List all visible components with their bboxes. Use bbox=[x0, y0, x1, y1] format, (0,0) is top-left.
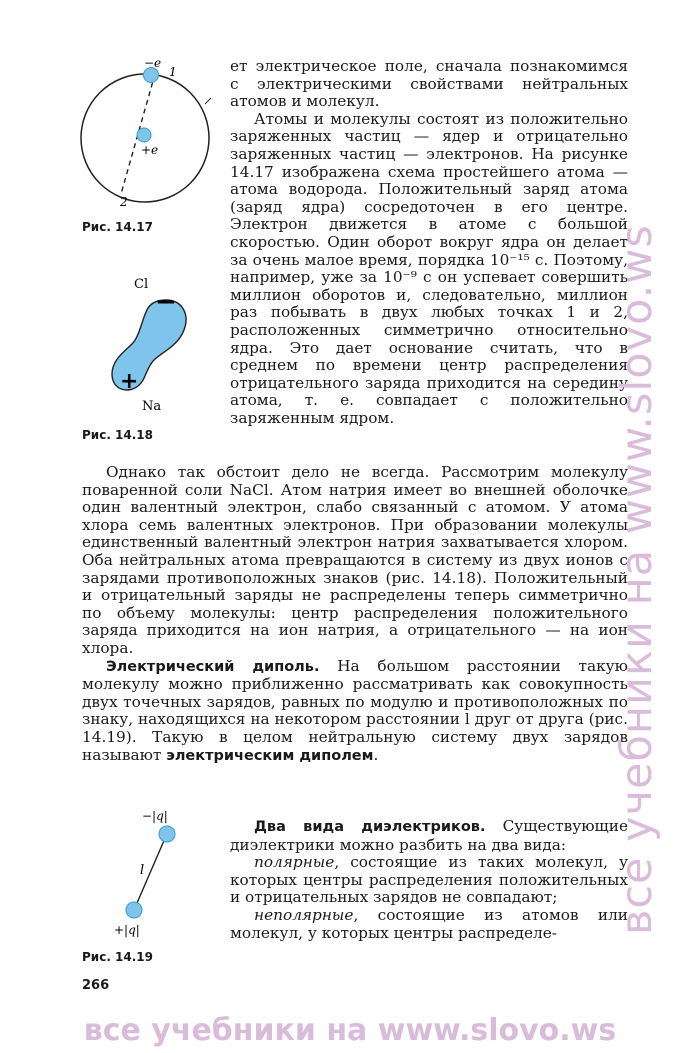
watermark-side: все учебники на www.slovo.ws bbox=[612, 224, 662, 935]
page-number: 266 bbox=[82, 978, 110, 993]
paragraph-polar bbox=[230, 854, 628, 907]
term-two-types: Два вида диэлектриков. bbox=[254, 819, 486, 835]
term-electric-dipole-2: электрическим диполем bbox=[166, 747, 374, 764]
dipole-axis bbox=[134, 836, 166, 910]
caption-fig-14-17: Рис. 14.17 bbox=[82, 220, 154, 234]
figure-14-18-nacl-diagram bbox=[106, 272, 196, 417]
label-l: l bbox=[140, 863, 145, 878]
label-neg-q: −|q| bbox=[142, 809, 168, 823]
paragraph-dipole: Электрический диполь. На большом расстоянии такую молекулу можно приближенно рассматривать как совокупность двух точечных зарядов, равных по модулю и противоположных по знаку, находящихся на некотором расстоянии l друг от друга (рис. 14.19). Такую в целом нейтральную систему двух зарядов называют электрическим диполем. bbox=[82, 656, 629, 764]
paragraph-nacl: Однако так обстоит дело не всегда. Рассмотрим молекулу поваренной соли NaCl. Атом натрия имеет во внешней оболочке один валентный электрон, слабо связанный с атомом. У атома хлора семь валентных электронов. При образовании молекулы единственный валентный электрон натрия захватывается хлором. Оба нейтральных атома превращаются в систему из двух ионов с зарядами противоположных знаков (рис. 14.18). Положительный и отрицательный заряды не распределены теперь симметрично по объему молекулы: центр распределения положительного заряда приходится на ион натрия, а отрицательного — на ион хлора. bbox=[82, 463, 628, 657]
sign-positive: + bbox=[120, 369, 139, 394]
paragraph-two-types bbox=[230, 818, 628, 854]
paragraph-nonpolar bbox=[230, 907, 628, 942]
label-point-2: 2 bbox=[120, 195, 128, 209]
paragraph-dipole-body: На большом расстоянии такую молекулу можно приближенно рассматривать как совокупность двух точечных зарядов, равных по модулю и противоположных по знаку, находящихся на некотором расстоянии l друг от друга (рис. 14.19). Такую в целом нейтральную систему двух зарядов называют bbox=[82, 656, 629, 764]
paragraph-intro: ет электрическое поле, сначала познакомимся с электрическими свойствами нейтральных атомов и молекул. bbox=[230, 57, 628, 111]
watermark-bottom: все учебники на www.slovo.ws bbox=[83, 1013, 617, 1048]
text-full-width bbox=[82, 464, 628, 765]
caption-fig-14-19: Рис. 14.19 bbox=[82, 950, 154, 964]
text-column-lower bbox=[230, 818, 628, 942]
label-cl: Cl bbox=[134, 277, 149, 292]
paragraph-polar-body: , состоящие из таких молекул, у которых центры распределения положительных и отрицательных зарядов не совпадают; bbox=[230, 853, 628, 907]
label-point-1: 1 bbox=[169, 65, 177, 79]
nucleus-ball bbox=[137, 128, 151, 142]
positive-charge-ball bbox=[126, 902, 142, 918]
figure-14-17-atom-diagram bbox=[78, 58, 218, 208]
paragraph-nonpolar-body: , состоящие из атомов или молекул, у которых центры распределе- bbox=[230, 905, 628, 942]
paragraph-two-types-body: Существующие диэлектрики можно разбить на два вида: bbox=[230, 817, 628, 854]
text-column-upper bbox=[230, 58, 628, 427]
label-neg-e: −e bbox=[144, 56, 162, 70]
term-electric-dipole: Электрический диполь. bbox=[106, 658, 320, 675]
paragraph-atoms: Атомы и молекулы состоят из положительно заряженных частиц — ядер и отрицательно заряженных частиц — электронов. На рисунке 14.17 изображена схема простейшего атома — атома водорода. Положительный заряд атома (заряд ядра) сосредоточен в его центре. Электрон движется в атоме с большой скоростью. Один оборот вокруг ядра он делает за очень малое время, порядка 10⁻¹⁵ с. Поэтому, например, уже за 10⁻⁹ с он успевает совершить миллион оборотов и, следовательно, миллион раз побывать в двух любых точках 1 и 2, расположенных симметрично относительно ядра. Это дает основание считать, что в среднем по времени центр распределения отрицательного заряда приходится на середину атома, т. е. совпадает с положительно заряженным ядром. bbox=[230, 109, 628, 427]
caption-fig-14-18: Рис. 14.18 bbox=[82, 428, 154, 442]
label-pos-e: +e bbox=[141, 143, 159, 157]
term-nonpolar: неполярные bbox=[254, 905, 354, 924]
sign-negative: − bbox=[155, 287, 177, 317]
negative-charge-ball bbox=[159, 826, 175, 842]
term-polar: полярные bbox=[254, 853, 335, 872]
label-pos-q: +|q| bbox=[114, 923, 140, 937]
label-na: Na bbox=[142, 399, 162, 414]
tick-mark bbox=[205, 98, 211, 104]
figure-14-19-dipole-diagram bbox=[110, 804, 190, 944]
